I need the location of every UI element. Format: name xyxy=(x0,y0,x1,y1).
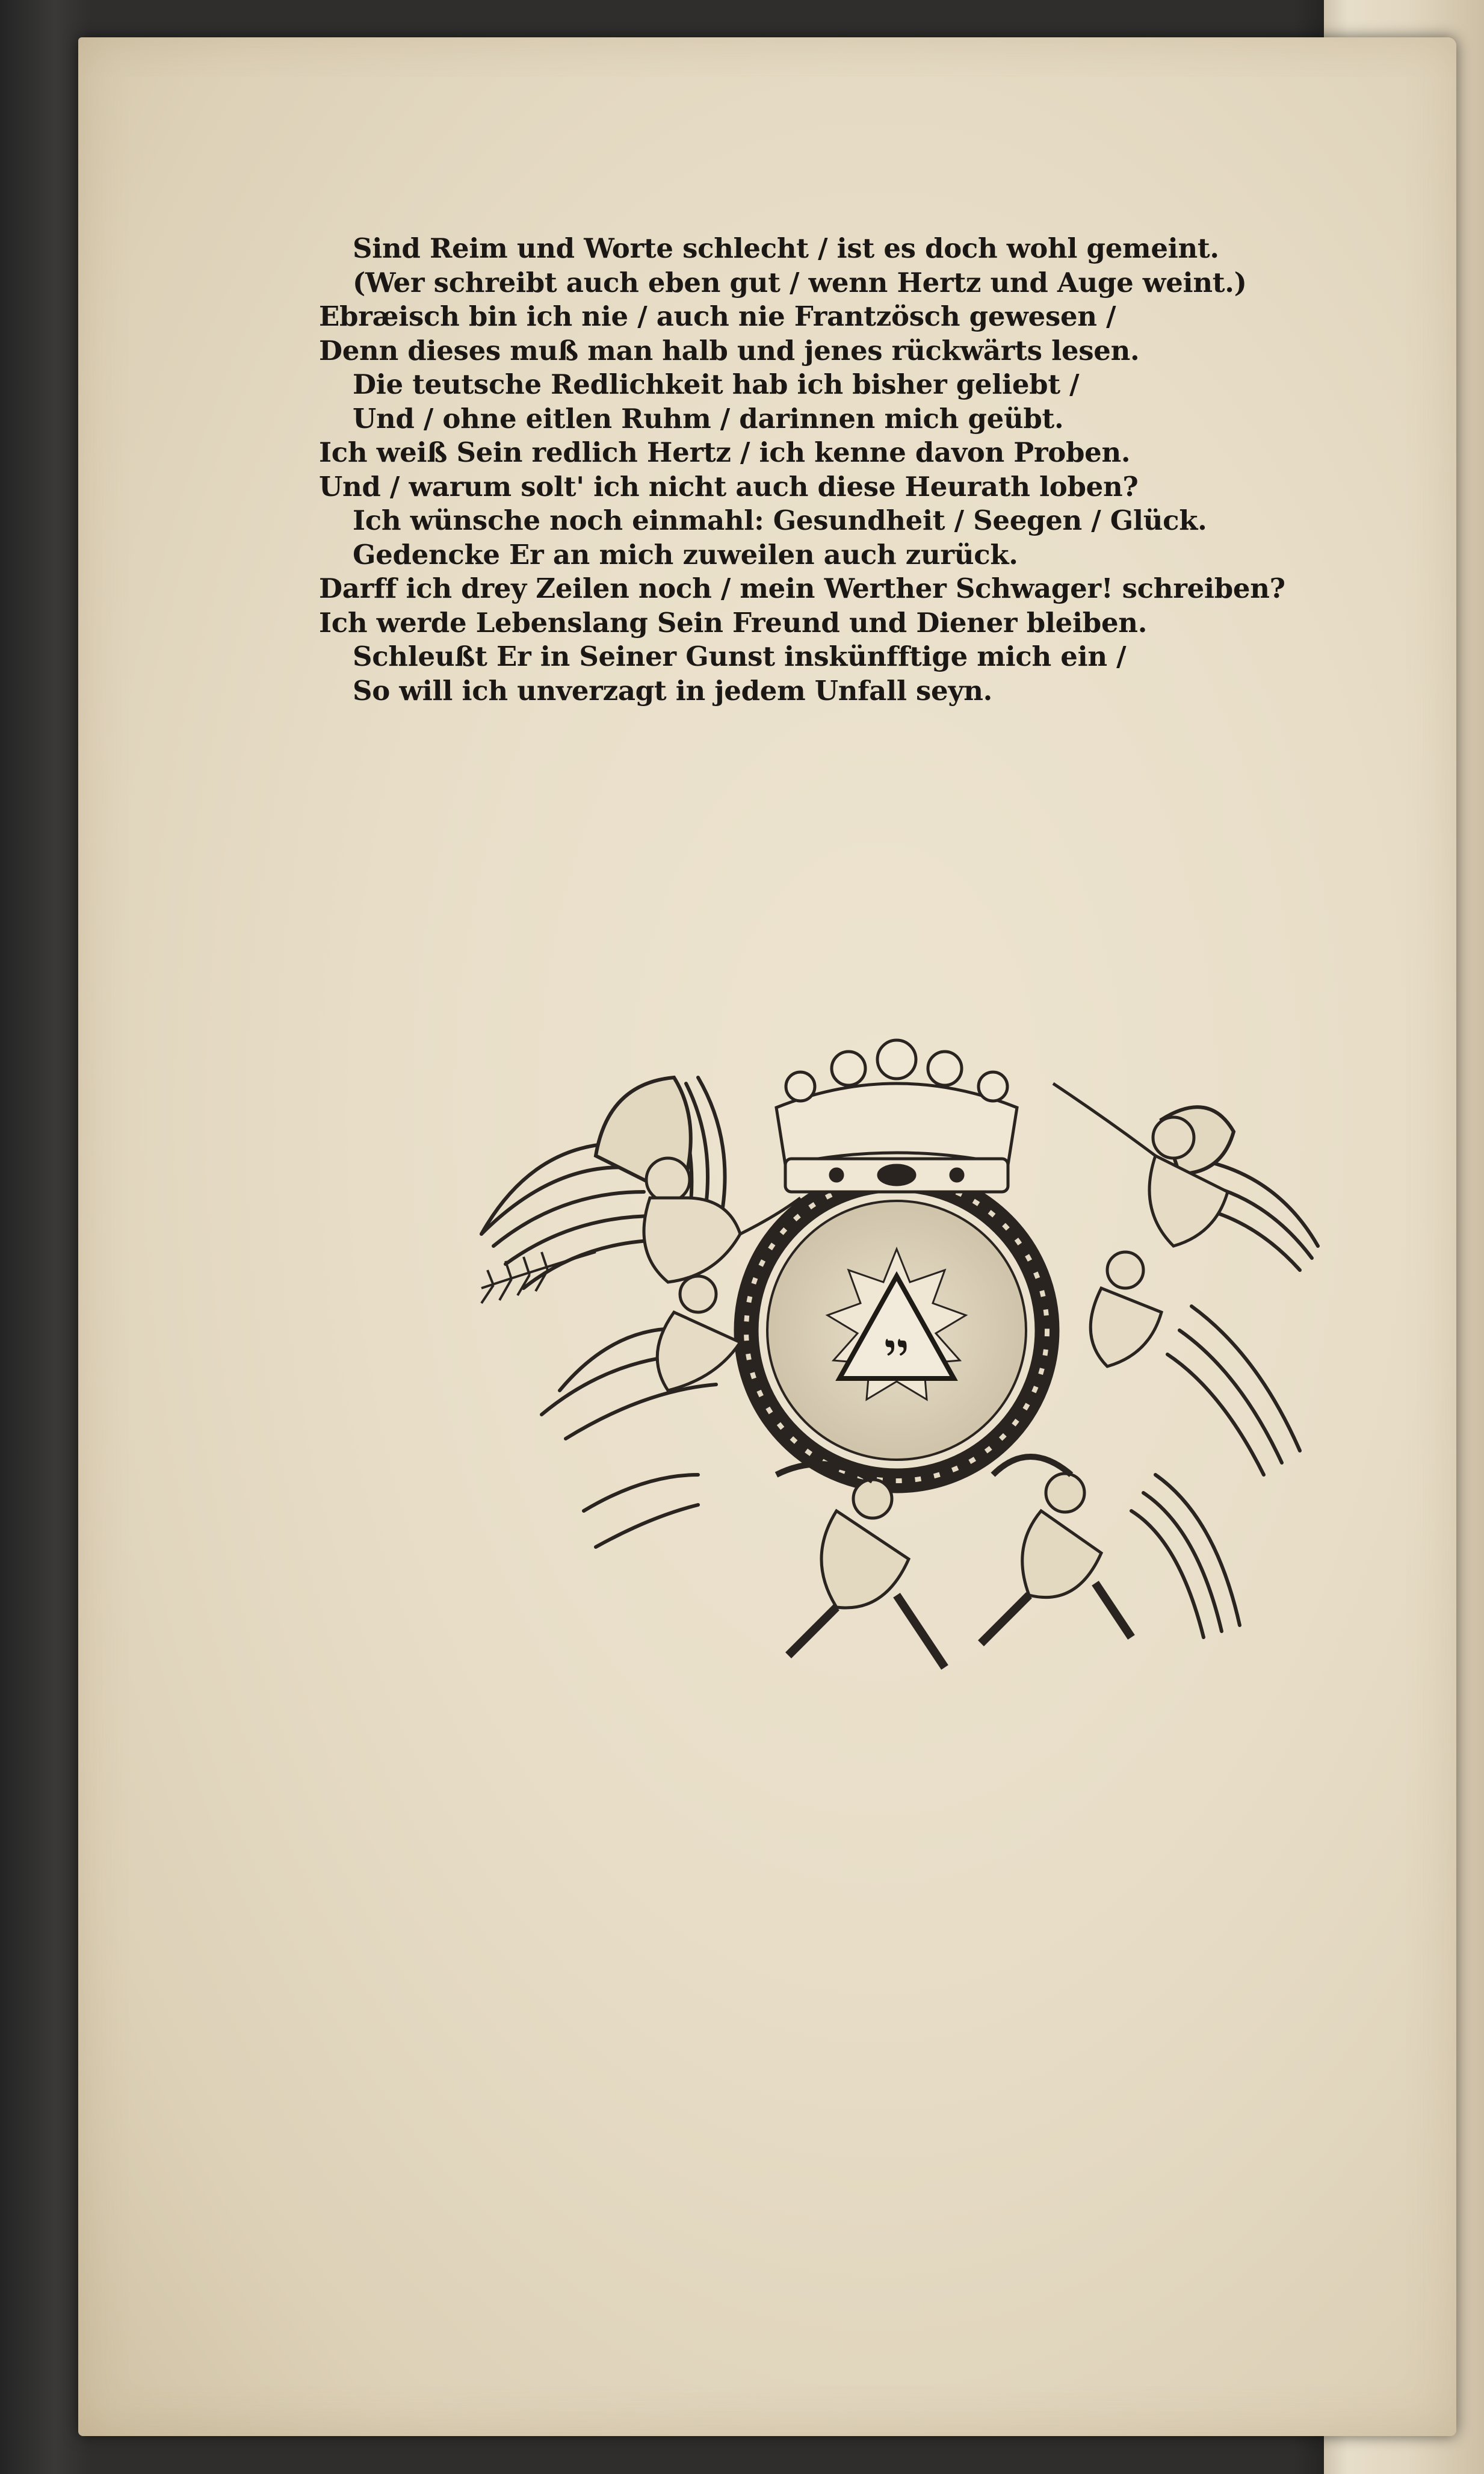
left-angel-wings xyxy=(481,1077,725,1547)
verse-line: Die teutsche Redlichkeit hab ich bisher geliebt / xyxy=(353,368,1080,400)
verse-line: Gedencke Er an mich zuweilen auch zurück. xyxy=(353,538,1018,571)
verse-line: Ich wünsche noch einmahl: Gesundheit / Seegen / Glück. xyxy=(353,504,1207,536)
divine-name-glyph: יי xyxy=(884,1323,909,1378)
crown-icon xyxy=(776,1040,1017,1192)
verse-line: Und / warum solt' ich nicht auch diese Heurath loben? xyxy=(319,470,1139,503)
verse-line: Ebræisch bin ich nie / auch nie Frantzösch gewesen / xyxy=(319,300,1116,332)
crowned-wreath-with-angels-icon xyxy=(415,1017,1378,1728)
verse-line: Ich weiß Sein redlich Hertz / ich kenne davon Proben. xyxy=(319,436,1131,468)
verse-line: Ich werde Lebenslang Sein Freund und Diener bleiben. xyxy=(319,606,1148,639)
bottom-putti xyxy=(776,1457,1131,1667)
verse-line: Sind Reim und Worte schlecht / ist es doch wohl gemeint. xyxy=(353,232,1219,264)
verse-line: So will ich unverzagt in jedem Unfall seyn. xyxy=(353,674,992,707)
verse-line: Schleußt Er in Seiner Gunst inskünfftige mich ein / xyxy=(353,640,1127,672)
verse-line: Darff ich drey Zeilen noch / mein Werther Schwager! schreiben? xyxy=(319,572,1285,604)
verse-line: Denn dieses muß man halb und jenes rückwärts lesen. xyxy=(319,334,1140,367)
verse-block xyxy=(319,232,1354,708)
verse-line: (Wer schreibt auch eben gut / wenn Hertz und Auge weint.) xyxy=(353,266,1247,299)
woodcut-ornament xyxy=(415,1017,1378,1728)
verse-line: Und / ohne eitlen Ruhm / darinnen mich geübt. xyxy=(353,402,1064,435)
